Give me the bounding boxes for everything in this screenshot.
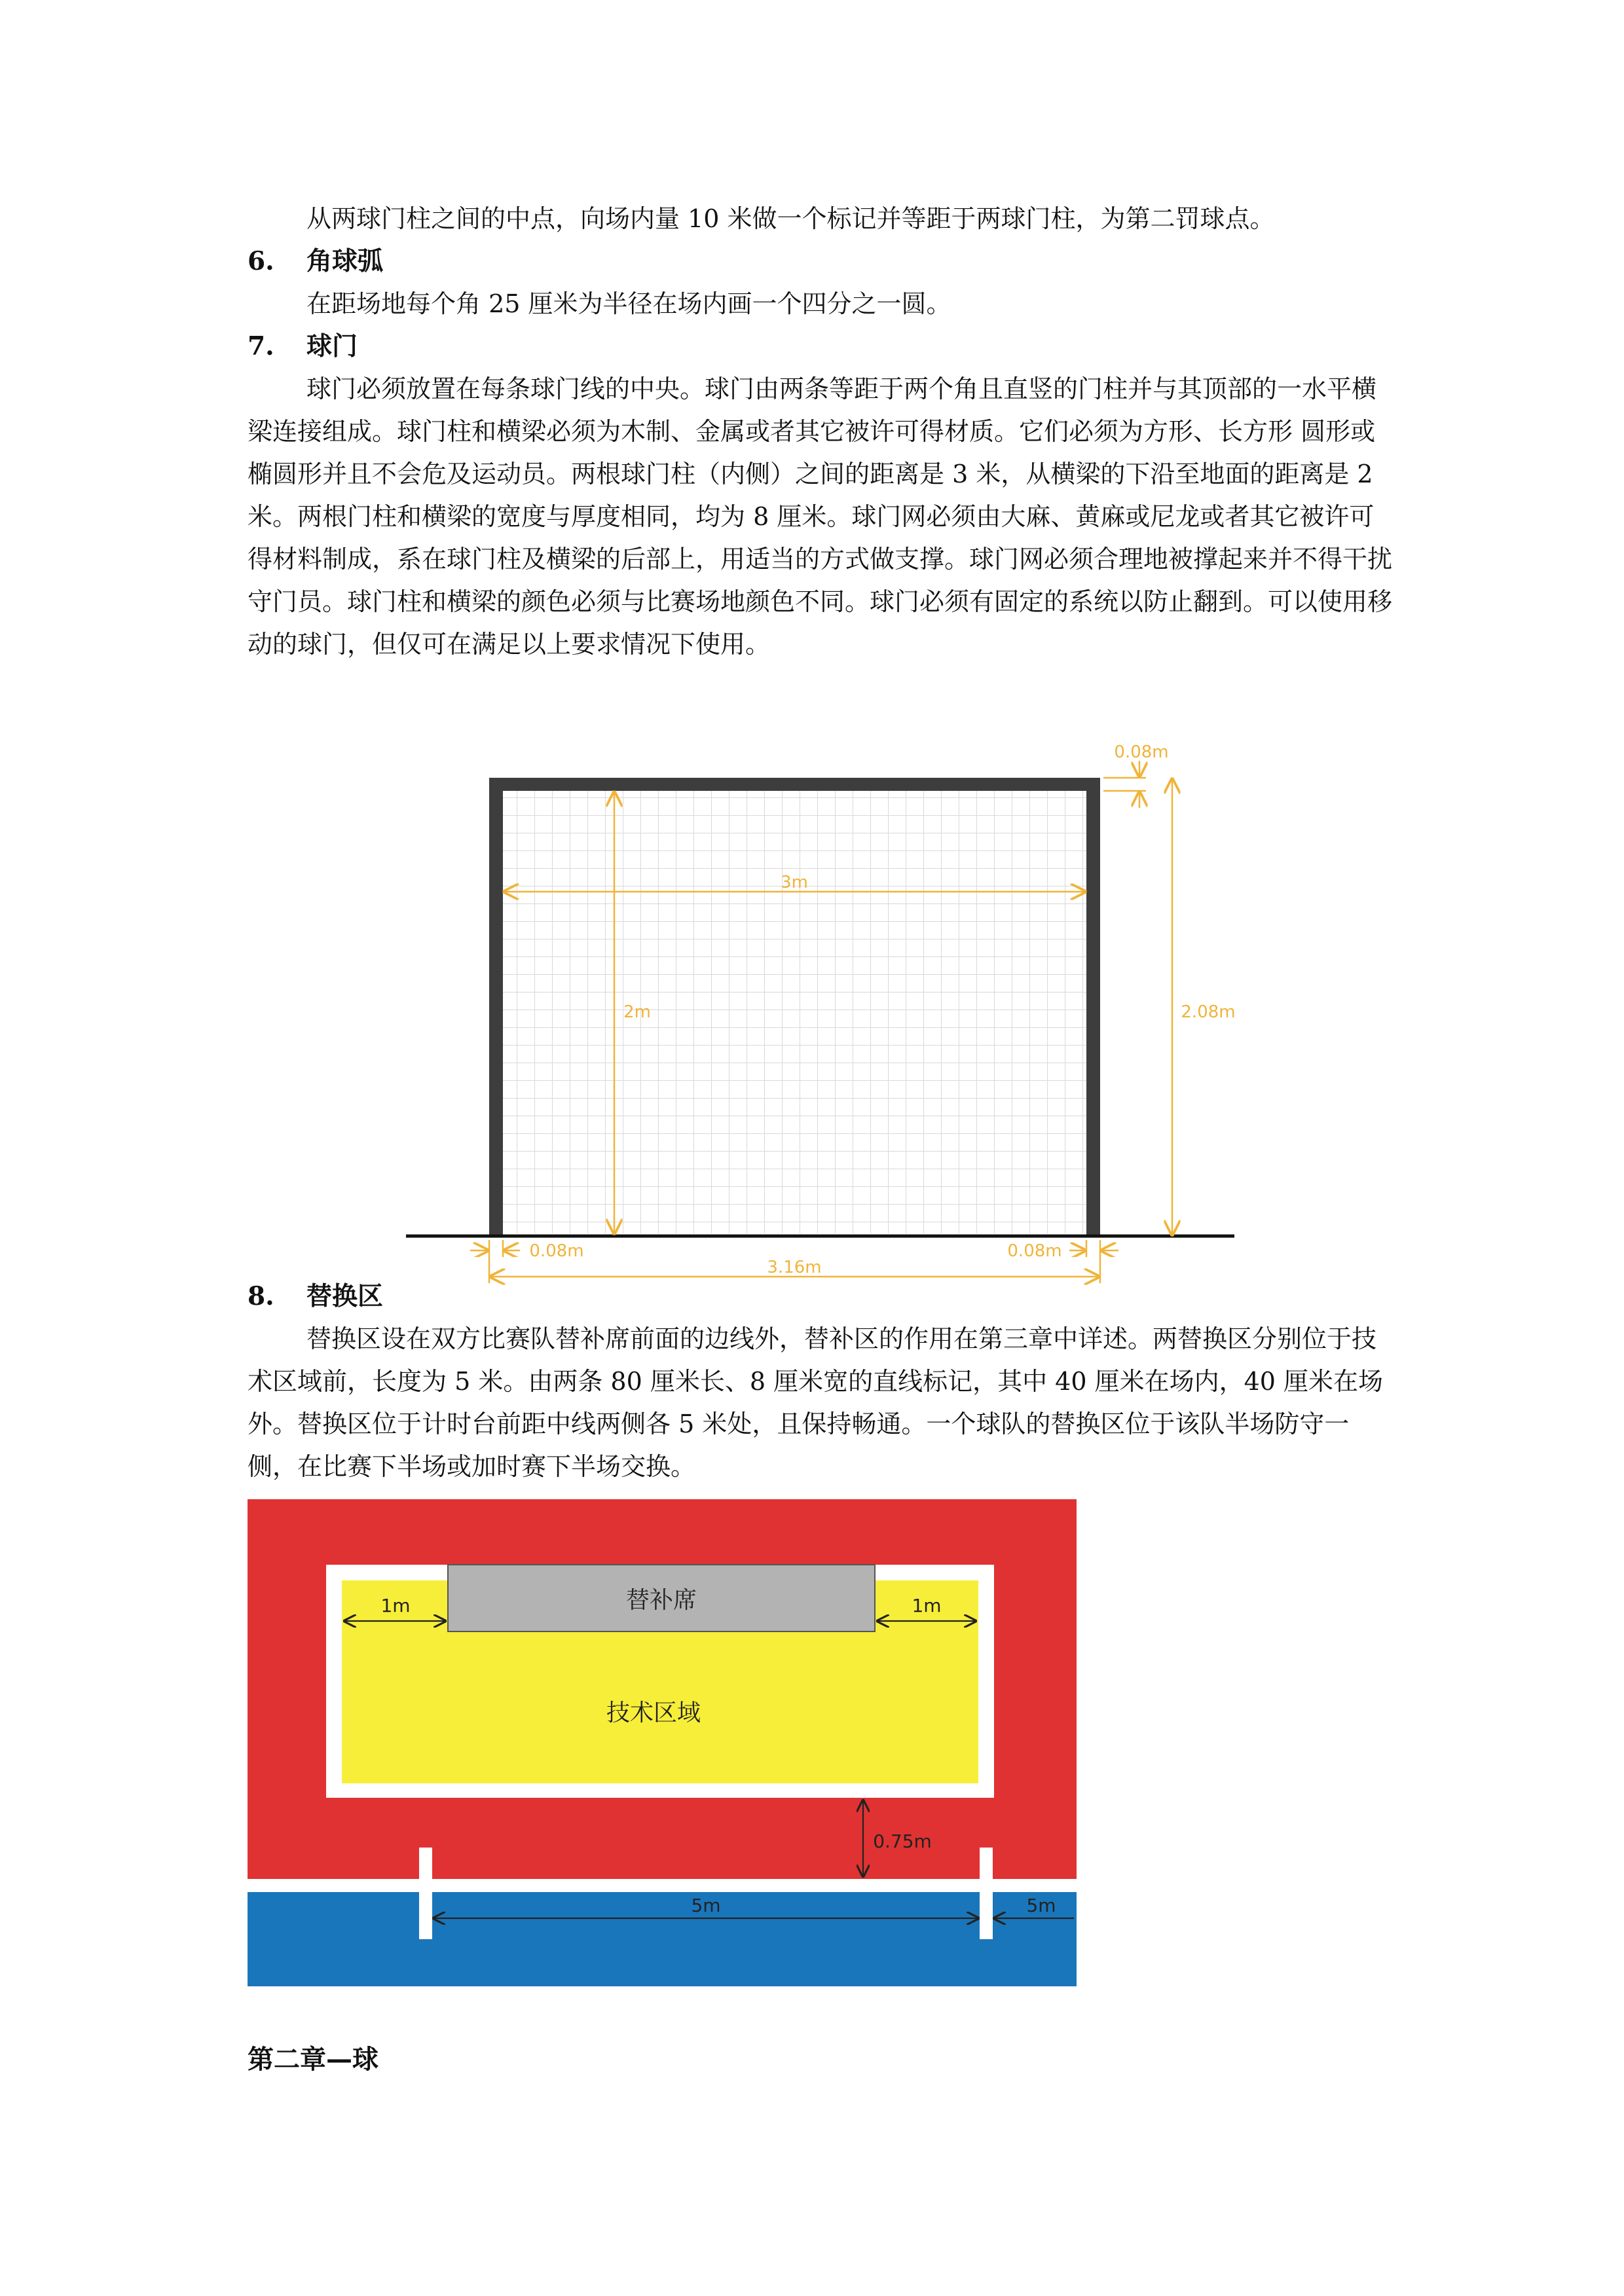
sec7-number: 7. bbox=[248, 331, 274, 361]
label-total-height: 2.08m bbox=[1181, 1002, 1236, 1022]
label-right-gap: 1m bbox=[912, 1595, 942, 1616]
sec5-tail-paragraph: 从两球门柱之间的中点，向场内量 10 米做一个标记并等距于两球门柱，为第二罚球点。 bbox=[306, 204, 1275, 233]
label-crossbar: 0.08m bbox=[1114, 742, 1169, 762]
goal-net bbox=[503, 791, 1086, 1233]
sec6-heading bbox=[248, 240, 383, 283]
sec6-title: 角球弧 bbox=[306, 247, 384, 276]
goal-dimension-figure bbox=[393, 727, 1244, 1257]
goal-right-post bbox=[1086, 778, 1100, 1236]
sec6-body: 在距场地每个角 25 厘米为半径在场内画一个四分之一圆。 bbox=[306, 289, 951, 318]
sec8-body: 替换区设在双方比赛队替补席前面的边线外，替补区的作用在第三章中详述。两替换区分别位于技术区域前，长度为 5 米。由两条 80 厘米长、8 厘米宽的直线标记，其中 40 厘米在场内，40 厘米在场外。替换区位于计时台前距中线两侧各 5 米处，且保持畅通。一个球队的替换区位于该队半场防守一侧，在比赛下半场或加时赛下半场交换。 bbox=[248, 1324, 1384, 1481]
label-left-gap: 1m bbox=[380, 1595, 411, 1616]
court-area bbox=[248, 1892, 1077, 1986]
bench-label: 替补席 bbox=[625, 1587, 697, 1614]
substitution-zone-figure bbox=[248, 1499, 1077, 1986]
touchline bbox=[248, 1879, 1077, 1892]
chapter-heading: 第二章—球 bbox=[248, 2045, 378, 2075]
label-depth: 0.75m bbox=[873, 1831, 932, 1852]
label-total-width: 3.16m bbox=[767, 1258, 822, 1277]
tech-area-label: 技术区域 bbox=[606, 1700, 701, 1726]
goal-total-width-dimension bbox=[393, 1257, 1244, 1296]
label-inner-height: 2m bbox=[623, 1002, 651, 1022]
sec7-body: 球门必须放置在每条球门线的中央。球门由两条等距于两个角且直竖的门柱并与其顶部的一水平横梁连接组成。球门柱和横梁必须为木制、金属或者其它被许可得材质。它们必须为方形、长方形 圆形或椭圆形并且不会危及运动员。两根球门柱（内侧）之间的距离是 3 米，从横梁的下沿至地面的距离是 2 米。两根门柱和横梁的宽度与厚度相同，均为 8 厘米。球门网必须由大麻、黄麻或尼龙或者其它被许可得材料制成，系在球门柱及横梁的后部上，用适当的方式做支撑。球门网必须合理地被撑起来并不得干扰守门员。球门柱和横梁的颜色必须与比赛场地颜色不同。球门必须有固定的系统以防止翻到。可以使用移动的球门，但仅可在满足以上要求情况下使用。 bbox=[248, 374, 1393, 659]
sec8-title: 替换区 bbox=[306, 1282, 384, 1311]
label-post-left: 0.08m bbox=[529, 1241, 584, 1257]
sub-mark-right bbox=[980, 1848, 993, 1939]
label-zone-length: 5m bbox=[691, 1895, 721, 1916]
sec7-title: 球门 bbox=[306, 332, 358, 361]
sec7-heading bbox=[248, 325, 358, 368]
sec8-number: 8. bbox=[248, 1281, 274, 1311]
label-to-center: 5m bbox=[1026, 1895, 1056, 1916]
sec8-heading bbox=[248, 1275, 383, 1318]
goal-crossbar bbox=[489, 778, 1100, 791]
goal-left-post bbox=[489, 778, 503, 1236]
sub-mark-left bbox=[419, 1848, 432, 1939]
label-post-right: 0.08m bbox=[1007, 1241, 1062, 1257]
sec6-number: 6. bbox=[248, 246, 274, 276]
label-inner-width: 3m bbox=[781, 873, 808, 892]
